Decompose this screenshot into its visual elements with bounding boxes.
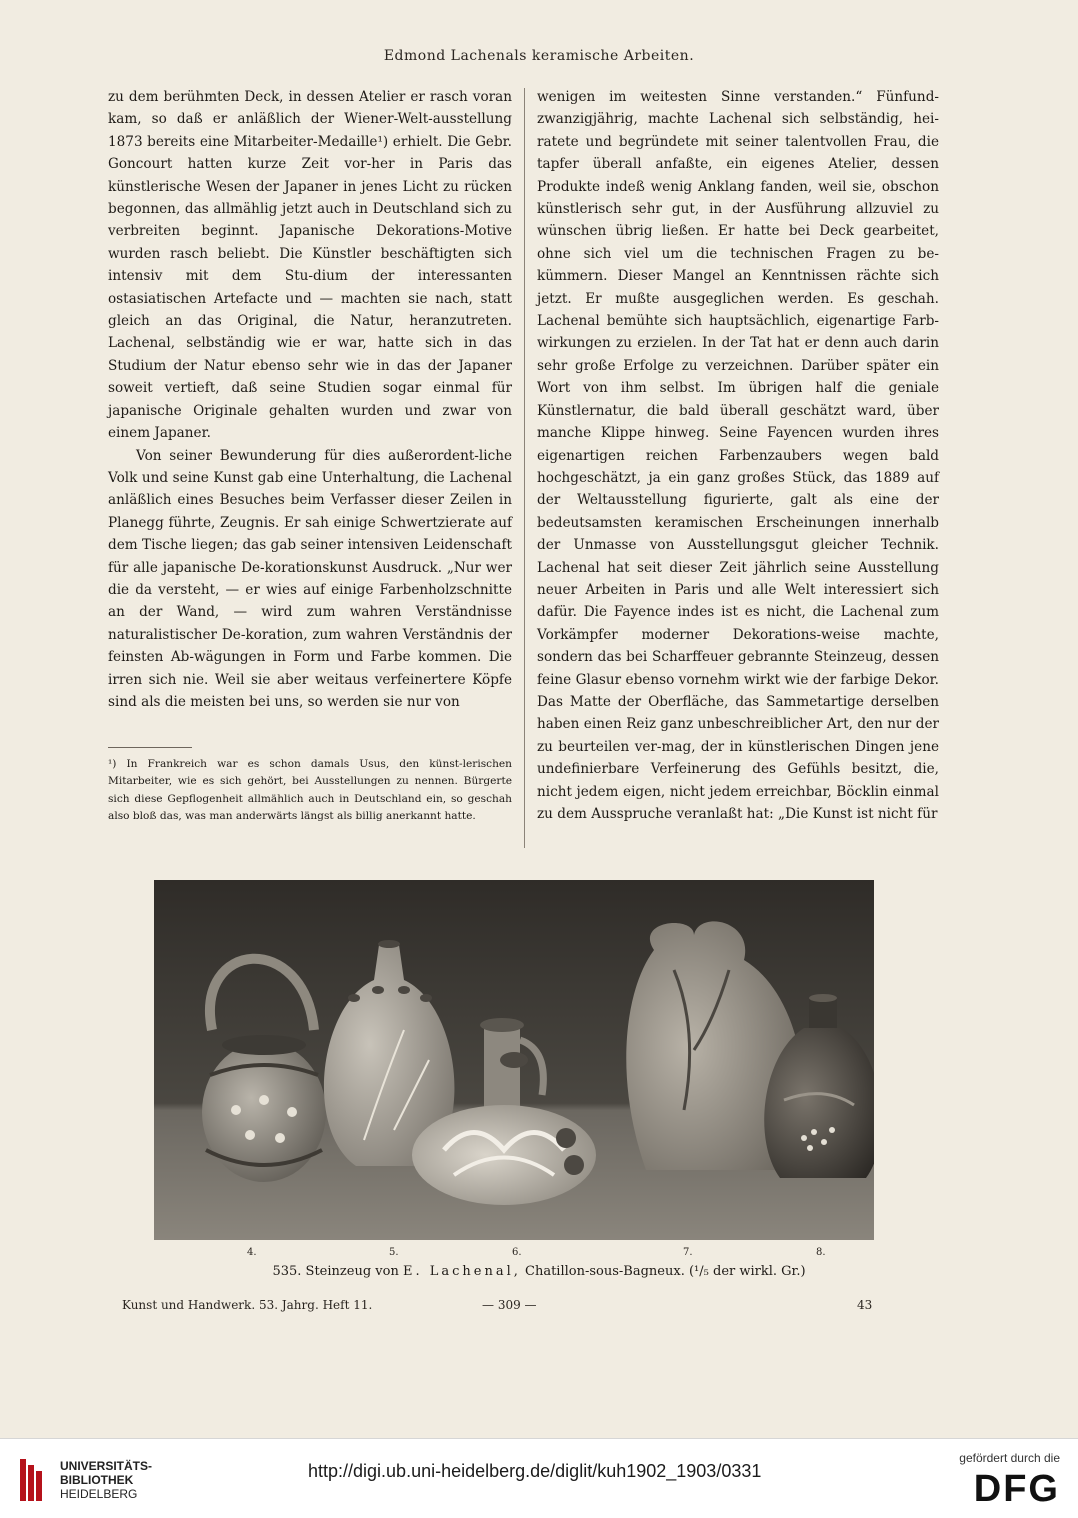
library-line: UNIVERSITÄTS- (60, 1459, 153, 1473)
figure-caption (0, 1264, 1078, 1279)
footnote-rule (108, 747, 192, 748)
body-paragraph: zu dem berühmten Deck, in dessen Atelier er rasch voran kam, so daß er anläßlich der Wiener-Welt-ausstellung 1873 bereits eine Mitarbeiter-Medaille¹) erhielt. Die Gebr. Goncourt hatten kurze Zeit vor-her in Paris das künstlerische Wesen der Japaner in jenes Licht zu rücken begonnen, das allmählig jetzt auch in Deutschland sich zu verbreiten beginnt. Japanische Dekorations-Motive wurden rasch beliebt. Die Künstler beschäftigten sich intensiv mit dem Stu-dium der interessanten ostasiatischen Artefacte und — machten sie nach, statt gleich an das Original, die Natur, heranzutreten. Lachenal, selbständig wie er war, hatte sich in das Studium der Natur ebenso sehr wie in das der Japaner soweit vertieft, daß seine Studien sogar einmal für japanische Originale gehalten wurden und zwar von einem Japaner. (108, 89, 512, 442)
caption-number: 535. (272, 1264, 302, 1279)
footer-sheet-number: 43 (857, 1298, 873, 1312)
vases-illustration (154, 880, 874, 1240)
figure-number: 5. (389, 1247, 399, 1258)
dfg-logo: DFG (973, 1468, 1060, 1510)
figure-number: 6. (512, 1247, 522, 1258)
left-text-column (108, 86, 512, 713)
caption-prefix: Steinzeug von (305, 1264, 399, 1279)
figure-numbers (0, 1247, 1078, 1261)
caption-artist: E. Lachenal, (402, 1264, 521, 1279)
library-name (60, 1459, 152, 1501)
permalink-url[interactable]: http://digi.ub.uni-heidelberg.de/diglit/kuh1902_1903/0331 (308, 1461, 762, 1481)
figure-number: 7. (683, 1247, 693, 1258)
footer-page-number: — 309 — (482, 1298, 537, 1312)
university-logo-icon (20, 1459, 42, 1501)
figure-number: 4. (247, 1247, 257, 1258)
footer-journal: Kunst und Handwerk. 53. Jahrg. Heft 11. (122, 1298, 373, 1312)
column-divider (524, 88, 525, 848)
footnote-text: ¹) In Frankreich war es schon damals Usus, den künst-lerischen Mitarbeiter, wie es sich gehört, bei Ausstellungen zu nennen. Bürgerte sich diese Gepflogenheit allmählich auch in Deutschland ein, so geschah also bloß das, was man anderwärts längst als billig anerkannt hatte. (108, 758, 512, 822)
caption-scale: (¹/₅ der wirkl. Gr.) (688, 1264, 806, 1279)
running-title: Edmond Lachenals keramische Arbeiten. (383, 48, 695, 64)
library-line: HEIDELBERG (60, 1487, 138, 1501)
body-paragraph: wenigen im weitesten Sinne verstanden.“ Fünfund-zwanzigjährig, machte Lachenal sich selbständig, hei-ratete und begründete mit seiner talentvollen Frau, die tapfer überall anfaßte, ein eigenes Atelier, dessen Produkte indeß wenig Anklang fanden, weil sie, obschon künstlerisch sehr gut, in der Ausführung allzuviel zu wünschen übrig ließen. Er hatte bei Deck gearbeitet, ohne sich viel um die technischen Fragen zu be-kümmern. Dieser Mangel an Kenntnissen rächte sich jetzt. Er mußte ausgeglichen werden. Es geschah. Lachenal bemühte sich hauptsächlich, eigenartige Farb-wirkungen zu erzielen. In der Tat hat er denn auch darin sehr große Erfolge zu verzeichnen. Darüber später ein Wort von ihm selbst. Im übrigen half die geniale Künstlernatur, die bald überall geschätzt ward, über manche Klippe hinweg. Seine Fayencen wurden ihres eigenartigen reichen Farbenzaubers wegen bald hochgeschätzt, ja ein ganz großes Stück, das 1889 auf der Weltausstellung figurierte, galt als eine der bedeutsamsten keramischen Erscheinungen innerhalb der Unmasse von Ausstellungsgut gleicher Technik. Lachenal hat seit dieser Zeit jährlich seine Ausstellung neuer Arbeiten in Paris und alle Welt interessiert sich dafür. Die Fayence indes ist es nicht, die Lachenal zum Vorkämpfer moderner Dekorations-weise machte, sondern das bei Scharffeuer gebrannte Steinzeug, dessen feine Glasur ebenso vornehm wirkt wie der farbige Dekor. Das Matte der Oberfläche, das Sammetartige derselben haben einen Reiz ganz unbeschreiblicher Art, den nur der zu beurteilen ver-mag, der in künstlerischen Dingen jene undefinierbare Verfeinerung des Gefühls besitzt, die, nicht jedem eigen, nicht jedem erreichbar, Böcklin einmal zu dem Ausspruche veranlaßt hat: „Die Kunst ist nicht für (537, 89, 939, 822)
footnote (108, 756, 512, 825)
digitization-bar (0, 1438, 1078, 1518)
library-line: BIBLIOTHEK (60, 1473, 134, 1487)
figure-number: 8. (816, 1247, 826, 1258)
body-paragraph: Von seiner Bewunderung für dies außerordent-liche Volk und seine Kunst gab eine Unterhaltung, die Lachenal anläßlich eines Besuches beim Verfasser dieser Zeilen in Planegg führte, Zeugnis. Er sah einige Schwertzierate auf dem Tische liegen; das gab seiner intensiven Leidenschaft für alle japanische De-korationskunst Ausdruck. „Nur wer die da versteht, — er wies auf einige Farbenholzschnitte an der Wand, — wird zum wahren Verständnisse naturalistischer De-koration, zum wahren Verständnis der feinsten Ab-wägungen in Form und Farbe kommen. Die irren sich nie. Weil sie aber weitaus verfeinertere Köpfe sind als die meisten bei uns, so werden sie nur von (108, 447, 512, 710)
vases-photograph (154, 880, 874, 1240)
funding-label: gefördert durch die (959, 1451, 1060, 1465)
right-text-column (537, 86, 939, 825)
caption-place: Chatillon-sous-Bagneux. (525, 1264, 685, 1279)
